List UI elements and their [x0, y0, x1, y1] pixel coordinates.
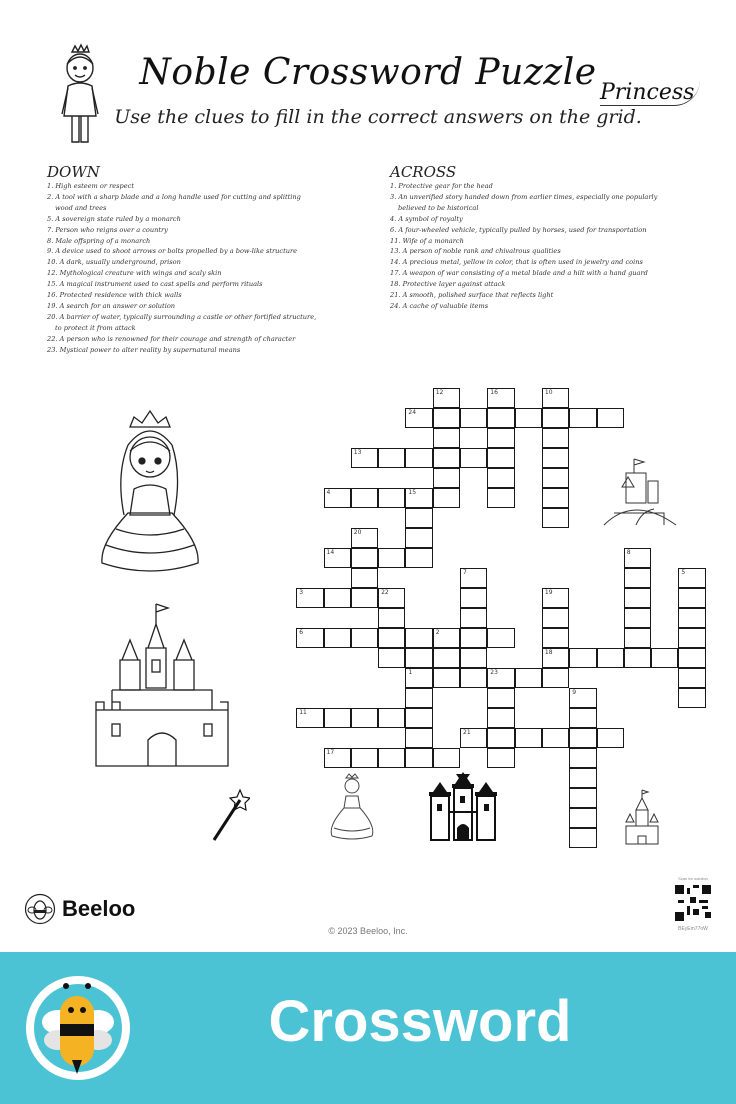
clue-number: 4 [326, 489, 331, 497]
grid-cell[interactable] [597, 408, 624, 428]
grid-cell[interactable] [324, 628, 351, 648]
down-clue: 22. A person who is renowned for their courage and strength of character [47, 334, 296, 343]
grid-cell[interactable] [460, 728, 487, 748]
down-clue: 19. A search for an answer or solution [47, 301, 176, 310]
grid-cell[interactable] [487, 748, 514, 768]
grid-cell[interactable] [569, 408, 596, 428]
grid-cell[interactable] [405, 688, 432, 708]
grid-cell[interactable] [378, 488, 405, 508]
grid-cell[interactable] [405, 708, 432, 728]
grid-cell[interactable] [433, 488, 460, 508]
grid-cell[interactable] [351, 528, 378, 548]
grid-cell[interactable] [678, 668, 705, 688]
clue-number: 17 [326, 749, 335, 757]
bee-logo-icon [24, 893, 56, 925]
across-clue: 14. A precious metal, yellow in color, that is often used in jewelry and coins [390, 258, 643, 267]
across-clue: 11. Wife of a monarch [390, 236, 464, 245]
grid-cell[interactable] [351, 548, 378, 568]
grid-cell[interactable] [405, 548, 432, 568]
down-clue: 15. A magical instrument used to cast spells and perform rituals [47, 280, 263, 289]
grid-cell[interactable] [542, 728, 569, 748]
clue-number: 8 [626, 549, 631, 557]
across-clue: 17. A weapon of war consisting of a metal blade and a hilt with a hand guard [390, 269, 648, 278]
grid-cell[interactable] [542, 468, 569, 488]
grid-cell[interactable] [487, 388, 514, 408]
down-clue: 20. A barrier of water, typically surrounding a castle or other fortified structure, to protect it from attack [47, 312, 317, 332]
grid-cell[interactable] [542, 588, 569, 608]
grid-cell[interactable] [324, 708, 351, 728]
grid-cell[interactable] [296, 708, 323, 728]
clue-number: 7 [463, 569, 467, 577]
grid-cell[interactable] [433, 428, 460, 448]
across-heading: ACROSS [390, 163, 457, 181]
grid-cell[interactable] [460, 588, 487, 608]
grid-cell[interactable] [460, 568, 487, 588]
princess-illustration [98, 405, 202, 577]
grid-cell[interactable] [569, 688, 596, 708]
grid-cell[interactable] [569, 648, 596, 668]
grid-cell[interactable] [433, 408, 460, 428]
across-clue: 21. A smooth, polished surface that reflects light [390, 291, 554, 300]
grid-cell[interactable] [678, 628, 705, 648]
grid-cell[interactable] [678, 608, 705, 628]
grid-cell[interactable] [624, 568, 651, 588]
grid-cell[interactable] [678, 648, 705, 668]
grid-cell[interactable] [487, 448, 514, 468]
clue-number: 11 [299, 709, 307, 717]
grid-cell[interactable] [515, 728, 542, 748]
grid-cell[interactable] [433, 748, 460, 768]
grid-cell[interactable] [487, 708, 514, 728]
qr-code[interactable] [675, 885, 711, 921]
grid-cell[interactable] [378, 628, 405, 648]
grid-cell[interactable] [351, 448, 378, 468]
grid-cell[interactable] [433, 648, 460, 668]
grid-cell[interactable] [433, 628, 460, 648]
across-clue: 3. An unverified story handed down from earlier times, especially one popularly believed to be historical [390, 192, 658, 212]
down-clue: 10. A dark, usually underground, prison [47, 258, 181, 267]
grid-cell[interactable] [405, 728, 432, 748]
grid-cell[interactable] [515, 408, 542, 428]
grid-cell[interactable] [487, 428, 514, 448]
across-clue: 18. Protective layer against attack [390, 280, 506, 289]
down-clue: 1. High esteem or respect [47, 182, 135, 190]
grid-cell[interactable] [433, 668, 460, 688]
grid-cell[interactable] [542, 628, 569, 648]
grid-cell[interactable] [324, 488, 351, 508]
down-heading: DOWN [47, 163, 100, 181]
clue-number: 12 [435, 389, 444, 397]
grid-cell[interactable] [405, 748, 432, 768]
grid-cell[interactable] [460, 628, 487, 648]
grid-cell[interactable] [460, 648, 487, 668]
grid-cell[interactable] [569, 728, 596, 748]
across-clue-list [390, 181, 670, 312]
clue-number: 6 [299, 629, 304, 637]
grid-cell[interactable] [460, 668, 487, 688]
grid-cell[interactable] [405, 668, 432, 688]
grid-cell[interactable] [569, 768, 596, 788]
across-clue: 24. A cache of valuable items [390, 301, 489, 310]
magic-wand-icon [210, 788, 250, 844]
princess-badge: Princess [600, 80, 700, 106]
grid-cell[interactable] [351, 708, 378, 728]
grid-cell[interactable] [624, 648, 651, 668]
grid-cell[interactable] [678, 568, 705, 588]
beeloo-brand [24, 893, 135, 925]
grid-cell[interactable] [542, 448, 569, 468]
clue-number: 18 [544, 649, 553, 657]
grid-cell[interactable] [542, 508, 569, 528]
grid-cell[interactable] [542, 488, 569, 508]
grid-cell[interactable] [487, 668, 514, 688]
clue-number: 24 [408, 409, 417, 417]
grid-cell[interactable] [378, 608, 405, 628]
grid-cell[interactable] [597, 648, 624, 668]
clue-number: 19 [544, 589, 553, 597]
clue-number: 20 [353, 529, 362, 537]
grid-cell[interactable] [542, 668, 569, 688]
brand-name: Beeloo [62, 896, 136, 921]
clue-number: 9 [572, 689, 577, 697]
grid-cell[interactable] [487, 408, 514, 428]
down-clue: 7. Person who reigns over a country [47, 225, 168, 234]
grid-cell[interactable] [351, 488, 378, 508]
across-clue: 1. Protective gear for the head [390, 182, 493, 190]
grid-cell[interactable] [487, 628, 514, 648]
grid-cell[interactable] [542, 428, 569, 448]
grid-cell[interactable] [405, 488, 432, 508]
grid-cell[interactable] [378, 708, 405, 728]
grid-cell[interactable] [460, 448, 487, 468]
grid-cell[interactable] [460, 608, 487, 628]
grid-cell[interactable] [378, 548, 405, 568]
grid-cell[interactable] [296, 628, 323, 648]
grid-cell[interactable] [624, 548, 651, 568]
grid-cell[interactable] [569, 828, 596, 848]
clue-number: 1 [408, 669, 413, 677]
clue-number: 15 [408, 489, 417, 497]
grid-cell[interactable] [542, 388, 569, 408]
grid-cell[interactable] [515, 668, 542, 688]
grid-cell[interactable] [678, 588, 705, 608]
grid-cell[interactable] [378, 448, 405, 468]
clue-number: 13 [353, 449, 362, 457]
grid-cell[interactable] [542, 408, 569, 428]
grid-cell[interactable] [296, 588, 323, 608]
grid-cell[interactable] [324, 548, 351, 568]
clue-number: 10 [544, 389, 553, 397]
grid-cell[interactable] [569, 808, 596, 828]
grid-cell[interactable] [351, 748, 378, 768]
grid-cell[interactable] [433, 448, 460, 468]
page-title: Noble Crossword Puzzle [139, 52, 597, 93]
grid-cell[interactable] [433, 468, 460, 488]
grid-cell[interactable] [678, 688, 705, 708]
clue-number: 14 [326, 549, 335, 557]
down-clue: 9. A device used to shoot arrows or bolts propelled by a bow-like structure [47, 247, 298, 256]
down-clue: 5. A sovereign state ruled by a monarch [47, 214, 181, 223]
grid-cell[interactable] [569, 748, 596, 768]
grid-cell[interactable] [651, 648, 678, 668]
clue-number: 16 [490, 389, 498, 397]
grid-cell[interactable] [351, 588, 378, 608]
clue-number: 22 [381, 589, 389, 597]
clue-number: 21 [463, 729, 471, 737]
down-clue-list [47, 181, 317, 356]
grid-cell[interactable] [460, 408, 487, 428]
grid-cell[interactable] [405, 528, 432, 548]
grid-cell[interactable] [351, 628, 378, 648]
grid-cell[interactable] [569, 788, 596, 808]
grid-cell[interactable] [487, 728, 514, 748]
grid-cell[interactable] [405, 508, 432, 528]
copyright: © 2023 Beeloo, Inc. [328, 926, 408, 936]
grid-cell[interactable] [542, 608, 569, 628]
clue-number: 2 [435, 629, 440, 637]
qr-code-id: BEyEm77oW [678, 926, 708, 932]
clue-number: 3 [299, 589, 304, 597]
grid-cell[interactable] [378, 648, 405, 668]
grid-cell[interactable] [378, 588, 405, 608]
grid-cell[interactable] [597, 728, 624, 748]
down-clue: 16. Protected residence with thick walls [47, 291, 182, 300]
across-clue: 13. A person of noble rank and chivalrous qualities [390, 247, 561, 256]
down-clue: 8. Male offspring of a monarch [47, 236, 151, 245]
down-clue: 12. Mythological creature with wings and scaly skin [47, 269, 222, 278]
crossword-grid [297, 389, 736, 851]
grid-cell[interactable] [487, 488, 514, 508]
grid-cell[interactable] [405, 448, 432, 468]
down-clue: 23. Mystical power to alter reality by supernatural means [47, 345, 241, 354]
grid-cell[interactable] [324, 588, 351, 608]
grid-cell[interactable] [351, 568, 378, 588]
down-clue: 2. A tool with a sharp blade and a long handle used for cutting and splitting wood and trees [47, 192, 301, 212]
grid-cell[interactable] [324, 748, 351, 768]
grid-cell[interactable] [569, 708, 596, 728]
grid-cell[interactable] [433, 388, 460, 408]
grid-cell[interactable] [405, 628, 432, 648]
castle-illustration [92, 600, 232, 772]
banner-title: Crossword [268, 989, 572, 1054]
grid-cell[interactable] [487, 468, 514, 488]
grid-cell[interactable] [624, 608, 651, 628]
grid-cell[interactable] [624, 628, 651, 648]
clue-number: 5 [681, 569, 686, 577]
grid-cell[interactable] [405, 408, 432, 428]
grid-cell[interactable] [378, 748, 405, 768]
grid-cell[interactable] [542, 648, 569, 668]
page-subtitle: Use the clues to fill in the correct answers on the grid. [114, 106, 642, 128]
grid-cell[interactable] [487, 688, 514, 708]
across-clue: 6. A four-wheeled vehicle, typically pulled by horses, used for transportation [390, 225, 647, 234]
grid-cell[interactable] [405, 648, 432, 668]
across-clue: 4. A symbol of royalty [390, 214, 463, 223]
qr-label: Scan for solution [678, 876, 708, 881]
clue-number: 23 [490, 669, 498, 677]
grid-cell[interactable] [624, 588, 651, 608]
